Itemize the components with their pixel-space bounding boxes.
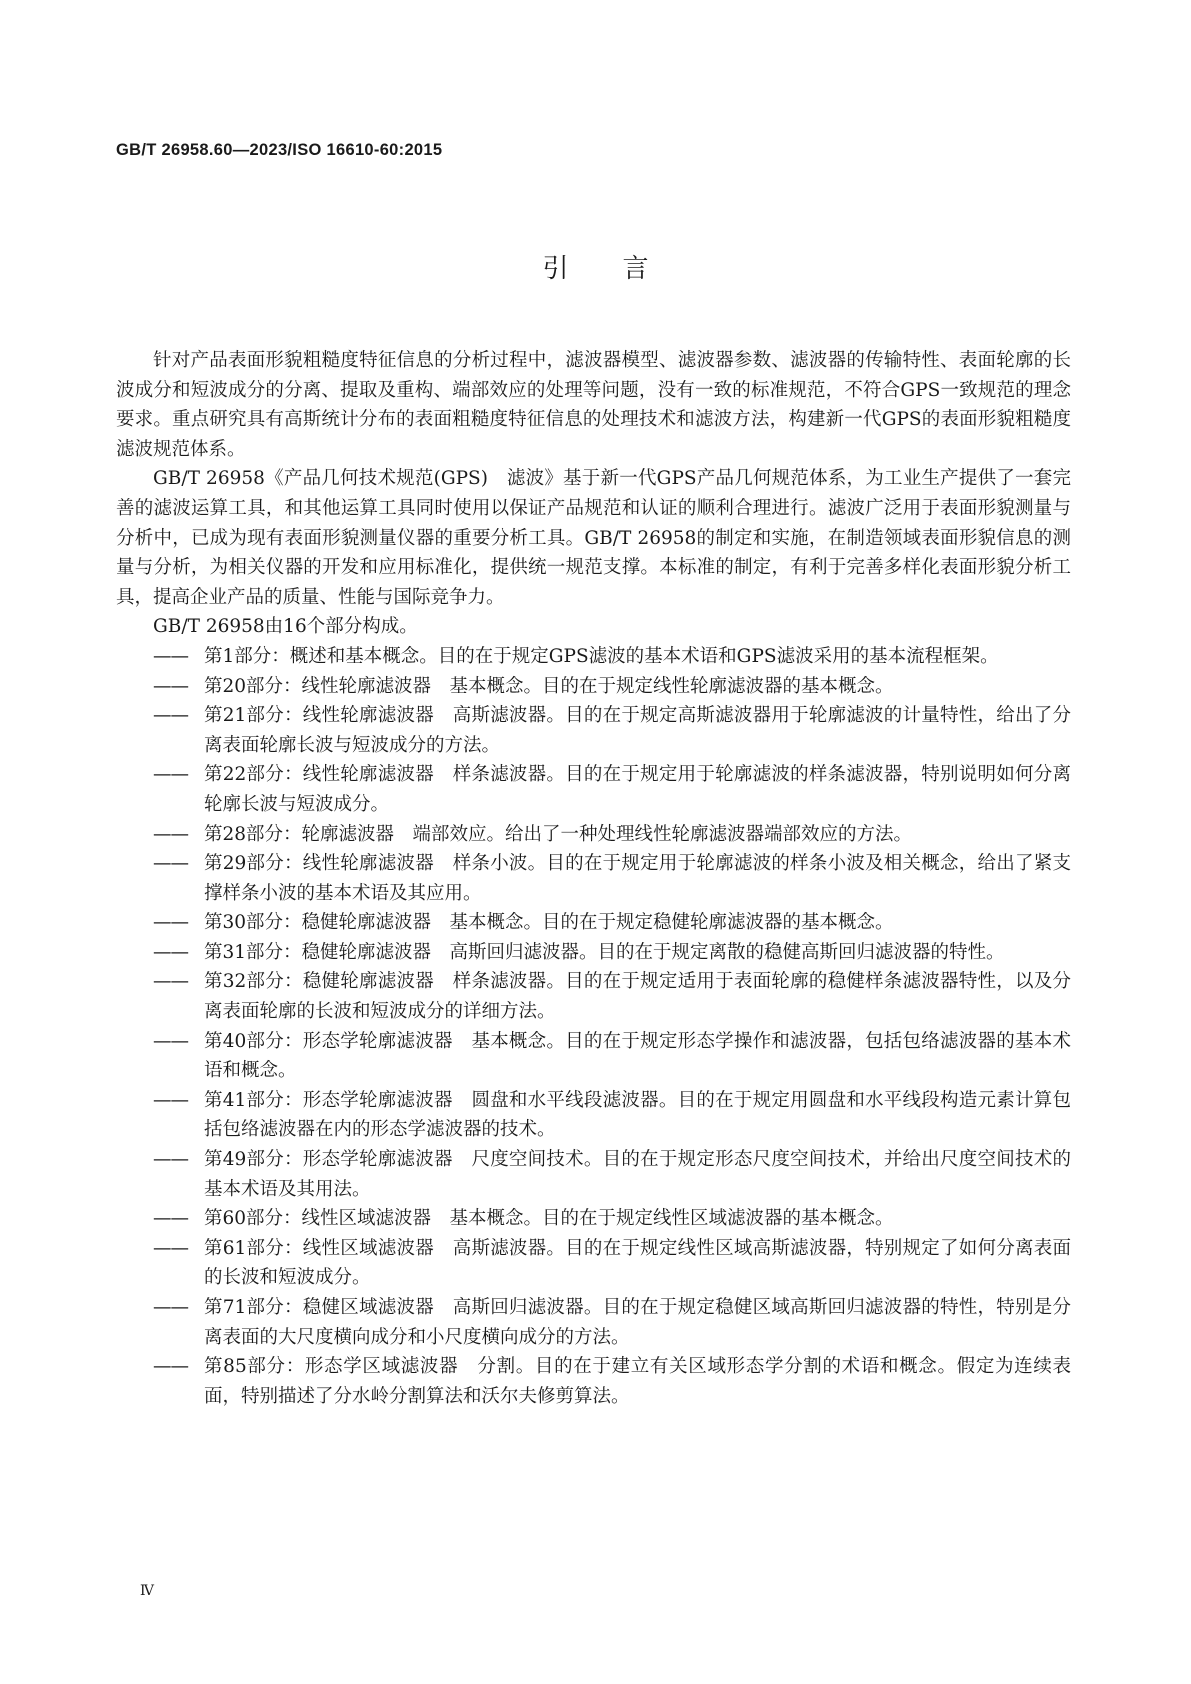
list-dash: ——	[153, 1237, 188, 1259]
intro-paragraph-3: GB/T 26958由16个部分构成。	[153, 616, 418, 638]
list-dash: ——	[153, 912, 188, 934]
list-item	[153, 1234, 1071, 1293]
list-item	[153, 1145, 1071, 1204]
list-dash: ——	[153, 941, 188, 963]
list-item	[153, 908, 1071, 938]
list-dash: ——	[153, 971, 188, 993]
part-description: 第85部分：形态学区域滤波器 分割。目的在于建立有关区域形态学分割的术语和概念。假定为连续表面，特别描述了分水岭分割算法和沃尔夫修剪算法。	[204, 1356, 1071, 1407]
part-description: 第1部分：概述和基本概念。目的在于规定GPS滤波的基本术语和GPS滤波采用的基本流程框架。	[204, 645, 999, 667]
part-description: 第20部分：线性轮廓滤波器 基本概念。目的在于规定线性轮廓滤波器的基本概念。	[204, 675, 894, 697]
list-dash: ——	[153, 1089, 188, 1111]
part-description: 第22部分：线性轮廓滤波器 样条滤波器。目的在于规定用于轮廓滤波的样条滤波器，特别说明如何分离轮廓长波与短波成分。	[204, 764, 1071, 815]
list-item	[153, 1204, 1071, 1234]
list-item	[153, 1352, 1071, 1411]
list-item	[153, 672, 1071, 702]
part-description: 第60部分：线性区域滤波器 基本概念。目的在于规定线性区域滤波器的基本概念。	[204, 1208, 894, 1230]
list-dash: ——	[153, 675, 188, 697]
list-dash: ——	[153, 764, 188, 786]
part-description: 第28部分：轮廓滤波器 端部效应。给出了一种处理线性轮廓滤波器端部效应的方法。	[204, 823, 913, 845]
part-description: 第71部分：稳健区域滤波器 高斯回归滤波器。目的在于规定稳健区域高斯回归滤波器的特性，特别是分离表面的大尺度横向成分和小尺度横向成分的方法。	[204, 1297, 1071, 1348]
standard-number-header: GB/T 26958.60—2023/ISO 16610-60:2015	[116, 141, 443, 159]
page-title: 引言	[542, 254, 703, 284]
list-item	[153, 938, 1071, 968]
part-description: 第41部分：形态学轮廓滤波器 圆盘和水平线段滤波器。目的在于规定用圆盘和水平线段构造元素计算包括包络滤波器在内的形态学滤波器的技术。	[204, 1089, 1071, 1141]
page-number: Ⅳ	[140, 1583, 154, 1599]
list-item	[153, 1086, 1071, 1145]
part-description: 第21部分：线性轮廓滤波器 高斯滤波器。目的在于规定高斯滤波器用于轮廓滤波的计量特性，给出了分离表面轮廓长波与短波成分的方法。	[204, 705, 1071, 756]
part-description: 第40部分：形态学轮廓滤波器 基本概念。目的在于规定形态学操作和滤波器，包括包络滤波器的基本术语和概念。	[204, 1030, 1071, 1082]
list-item	[153, 642, 1071, 672]
part-description: 第30部分：稳健轮廓滤波器 基本概念。目的在于规定稳健轮廓滤波器的基本概念。	[204, 912, 894, 934]
parts-list	[116, 642, 1071, 1411]
part-description: 第32部分：稳健轮廓滤波器 样条滤波器。目的在于规定适用于表面轮廓的稳健样条滤波器特性，以及分离表面轮廓的长波和短波成分的详细方法。	[204, 971, 1071, 1023]
list-dash: ——	[153, 1030, 188, 1052]
list-dash: ——	[153, 1356, 188, 1378]
list-item	[153, 820, 1071, 850]
list-item	[153, 849, 1071, 908]
list-item	[153, 1027, 1071, 1086]
intro-paragraph-2: GB/T 26958《产品几何技术规范(GPS) 滤波》基于新一代GPS产品几何规范体系，为工业生产提供了一套完善的滤波运算工具，和其他运算工具同时使用以保证产品规范和认证的顺利合理进行。滤波广泛用于表面形貌测量与分析中，已成为现有表面形貌测量仪器的重要分析工具。GB/T 26958的制定和实施，在制造领域表面形貌信息的测量与分析，为相关仪器的开发和应用标准化，提供统一规范支撑。本标准的制定，有利于完善多样化表面形貌分析工具，提高企业产品的质量、性能与国际竞争力。	[116, 468, 1071, 608]
part-description: 第31部分：稳健轮廓滤波器 高斯回归滤波器。目的在于规定离散的稳健高斯回归滤波器的特性。	[204, 941, 1005, 963]
list-dash: ——	[153, 645, 188, 667]
list-item	[153, 760, 1071, 819]
list-item	[153, 967, 1071, 1026]
list-dash: ——	[153, 1297, 188, 1318]
list-dash: ——	[153, 823, 188, 845]
part-description: 第29部分：线性轮廓滤波器 样条小波。目的在于规定用于轮廓滤波的样条小波及相关概念，给出了紧支撑样条小波的基本术语及其应用。	[204, 853, 1071, 904]
list-dash: ——	[153, 1149, 188, 1171]
introduction-body	[116, 346, 1071, 1411]
part-description: 第61部分：线性区域滤波器 高斯滤波器。目的在于规定线性区域高斯滤波器，特别规定了如何分离表面的长波和短波成分。	[204, 1237, 1071, 1289]
list-dash: ——	[153, 853, 188, 875]
list-dash: ——	[153, 1208, 188, 1230]
list-item	[153, 701, 1071, 760]
list-dash: ——	[153, 705, 188, 727]
list-item	[153, 1293, 1071, 1352]
part-description: 第49部分：形态学轮廓滤波器 尺度空间技术。目的在于规定形态尺度空间技术，并给出尺度空间技术的基本术语及其用法。	[204, 1149, 1071, 1200]
intro-paragraph-1: 针对产品表面形貌粗糙度特征信息的分析过程中，滤波器模型、滤波器参数、滤波器的传输特性、表面轮廓的长波成分和短波成分的分离、提取及重构、端部效应的处理等问题，没有一致的标准规范，不符合GPS一致规范的理念要求。重点研究具有高斯统计分布的表面粗糙度特征信息的处理技术和滤波方法，构建新一代GPS的表面形貌粗糙度滤波规范体系。	[116, 350, 1071, 460]
